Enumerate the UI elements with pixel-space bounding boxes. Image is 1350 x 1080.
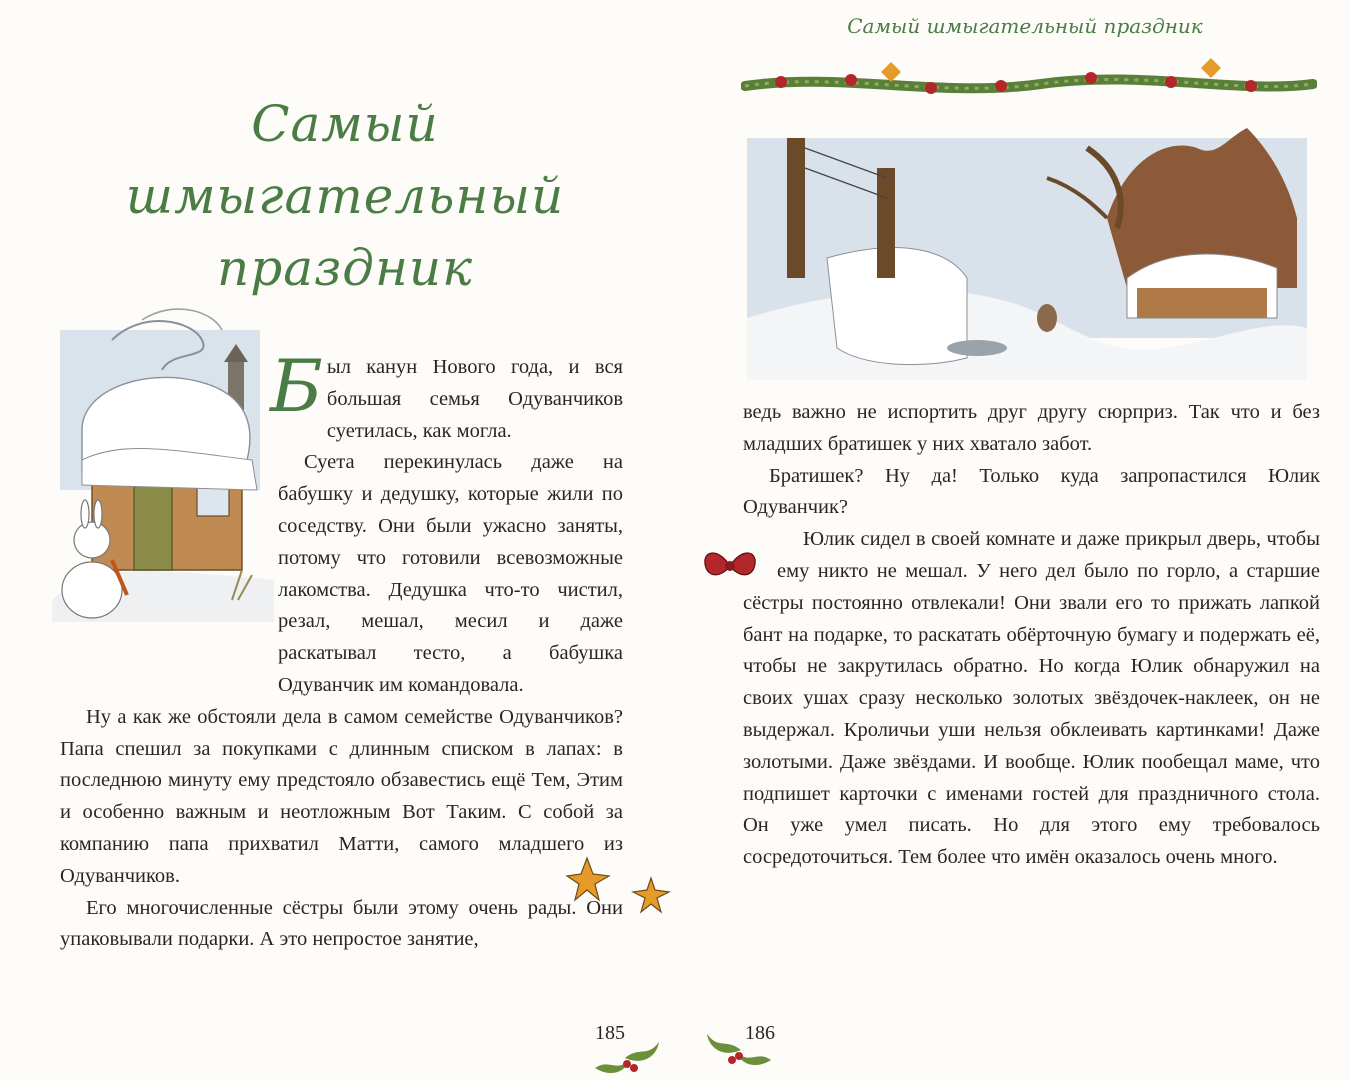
paragraph-4: Его многочисленные сёстры были этому очень рады. Они упаковывали подарки. А это непростое занятие, — [60, 896, 623, 951]
running-head: Самый шмыгательный праздник — [847, 14, 1203, 38]
gold-stars-icon — [565, 848, 675, 918]
holly-icon — [701, 1020, 781, 1072]
right-body-text — [743, 397, 1320, 874]
paragraph-1: Был канун Нового года, и вся большая семья Одуванчиков суетилась, как могла. — [270, 344, 623, 442]
paragraph-3: Юлик сидел в своей комнате и даже прикрыл дверь, чтобы ему никто не мешал. У него дел было по горло, а старшие сёстры постоянно отвлекали! Они звали его то прижать лапкой бант на подарке, то раскатать обёрточную бумагу и подержать её, чтобы не закрутилась обратно. Но когда Юлик обнаружил на своих ушах сразу несколько золотых звёздочек-наклеек, он не выдержал. Кроличьи уши нельзя обклеивать картинками! Даже золотыми. Даже звёздами. И вообще. Юлик пообещал маме, что подпишет карточки с именами гостей для праздничного стола. Он уже умел писать. Но для этого ему требовалось сосредоточиться. Тем более что имён оказалось очень много. — [743, 528, 1320, 869]
drop-cap: Б — [270, 344, 323, 428]
paragraph-2: Братишек? Ну да! Только куда запропастился Юлик Одуванчик? — [743, 464, 1320, 519]
paragraph-3: Ну а как же обстояли дела в самом семействе Одуванчиков? Папа спешил за покупками с длинным списком в лапах: в последнюю минуту ему предстояло обзавестись ещё Тем, Этим и особенно важным и неотложным Вот Таким. С собой за компанию папа прихватил Матти, самого младшего из Одуванчиков. — [60, 705, 623, 887]
winter-landscape-illustration — [747, 118, 1307, 380]
paragraph-2: Суета перекинулась даже на бабушку и дедушку, которые жили по соседству. Они были ужасно заняты, потому что готовили всевозможные лакомства. Дедушка что-то чистил, резал, мешал, месил и даже раскатывал тесто, а бабушка Одуванчик им командовала. — [278, 451, 623, 696]
page-number-right: 186 — [745, 1022, 775, 1044]
paragraph-1: ведь важно не испортить друг другу сюрприз. Так что и без младших братишек у них хватало забот. — [743, 401, 1320, 455]
page-number-left: 185 — [595, 1022, 625, 1044]
chapter-title-line1: Самый шмыгательный — [125, 95, 565, 225]
holly-icon — [585, 1028, 665, 1080]
right-page — [675, 0, 1350, 1080]
red-bow-icon — [701, 544, 759, 588]
garland-decoration — [741, 58, 1317, 110]
chapter-title-line2: праздник — [217, 239, 473, 297]
chapter-title — [40, 88, 650, 304]
left-body-text — [60, 344, 623, 956]
